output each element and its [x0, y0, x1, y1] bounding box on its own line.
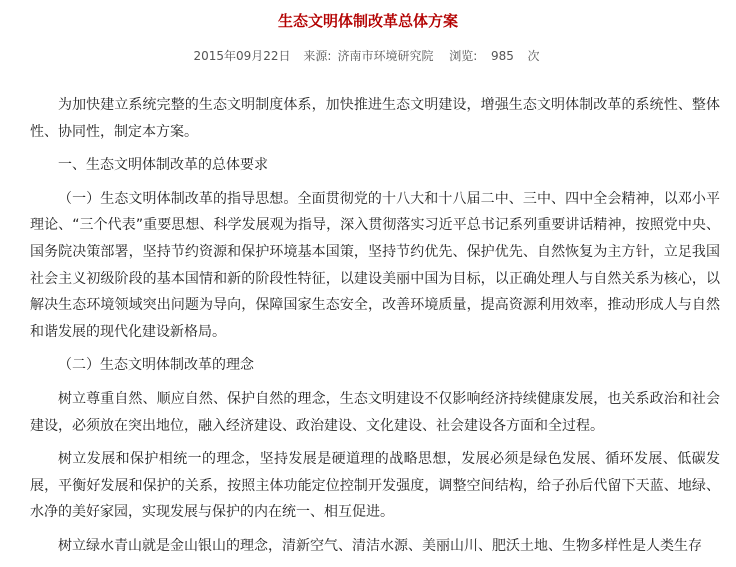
publish-date: 2015年09月22日 [193, 49, 291, 63]
body-paragraph: （一）生态文明体制改革的指导思想。全面贯彻党的十八大和十八届二中、三中、四中全会精神，以邓小平理论、“三个代表”重要思想、科学发展观为指导，深入贯彻落实习近平总书记系列重要讲话精神，按照党中央、国务院决策部署，坚持节约资源和保护环境基本国策，坚持节约优先、保护优先、自然恢复为主方针，立足我国社会主义初级阶段的基本国情和新的阶段性特征，以建设美丽中国为目标，以正确处理人与自然关系为核心，以解决生态环境领域突出问题为导向，保障国家生态安全，改善环境质量，提高资源利用效率，推动形成人与自然和谐发展的现代化建设新格局。 [30, 190, 720, 340]
body-paragraph: 树立尊重自然、顺应自然、保护自然的理念，生态文明建设不仅影响经济持续健康发展，也关系政治和社会建设，必须放在突出地位，融入经济建设、政治建设、文化建设、社会建设各方面和全过程。 [30, 390, 720, 434]
section-heading: 一、生态文明体制改革的总体要求 [58, 157, 268, 174]
article-meta [0, 47, 736, 65]
body-paragraph: 树立绿水青山就是金山银山的理念，清新空气、清洁水源、美丽山川、肥沃土地、生物多样性是人类生存 [58, 537, 702, 554]
body-paragraph: 树立发展和保护相统一的理念，坚持发展是硬道理的战略思想，发展必须是绿色发展、循环发展、低碳发展，平衡好发展和保护的关系，按照主体功能定位控制开发强度，调整空间结构，给子孙后代留下天蓝、地绿、水净的美好家园，实现发展与保护的内在统一、相互促进。 [30, 451, 720, 521]
source-label: 来源: [303, 49, 332, 63]
subsection-heading: （二）生态文明体制改革的理念 [58, 357, 254, 374]
views-group [446, 49, 542, 63]
source-group [300, 49, 436, 63]
source-name: 济南市环境研究院 [337, 49, 434, 63]
views-label: 浏览: [449, 49, 478, 63]
views-count: 985 [490, 49, 514, 63]
article-body [30, 92, 720, 567]
views-unit: 次 [527, 49, 540, 63]
article-title: 生态文明体制改革总体方案 [277, 12, 458, 30]
intro-paragraph: 为加快建立系统完整的生态文明制度体系，加快推进生态文明建设，增强生态文明体制改革的系统性、整体性、协同性，制定本方案。 [30, 97, 720, 140]
